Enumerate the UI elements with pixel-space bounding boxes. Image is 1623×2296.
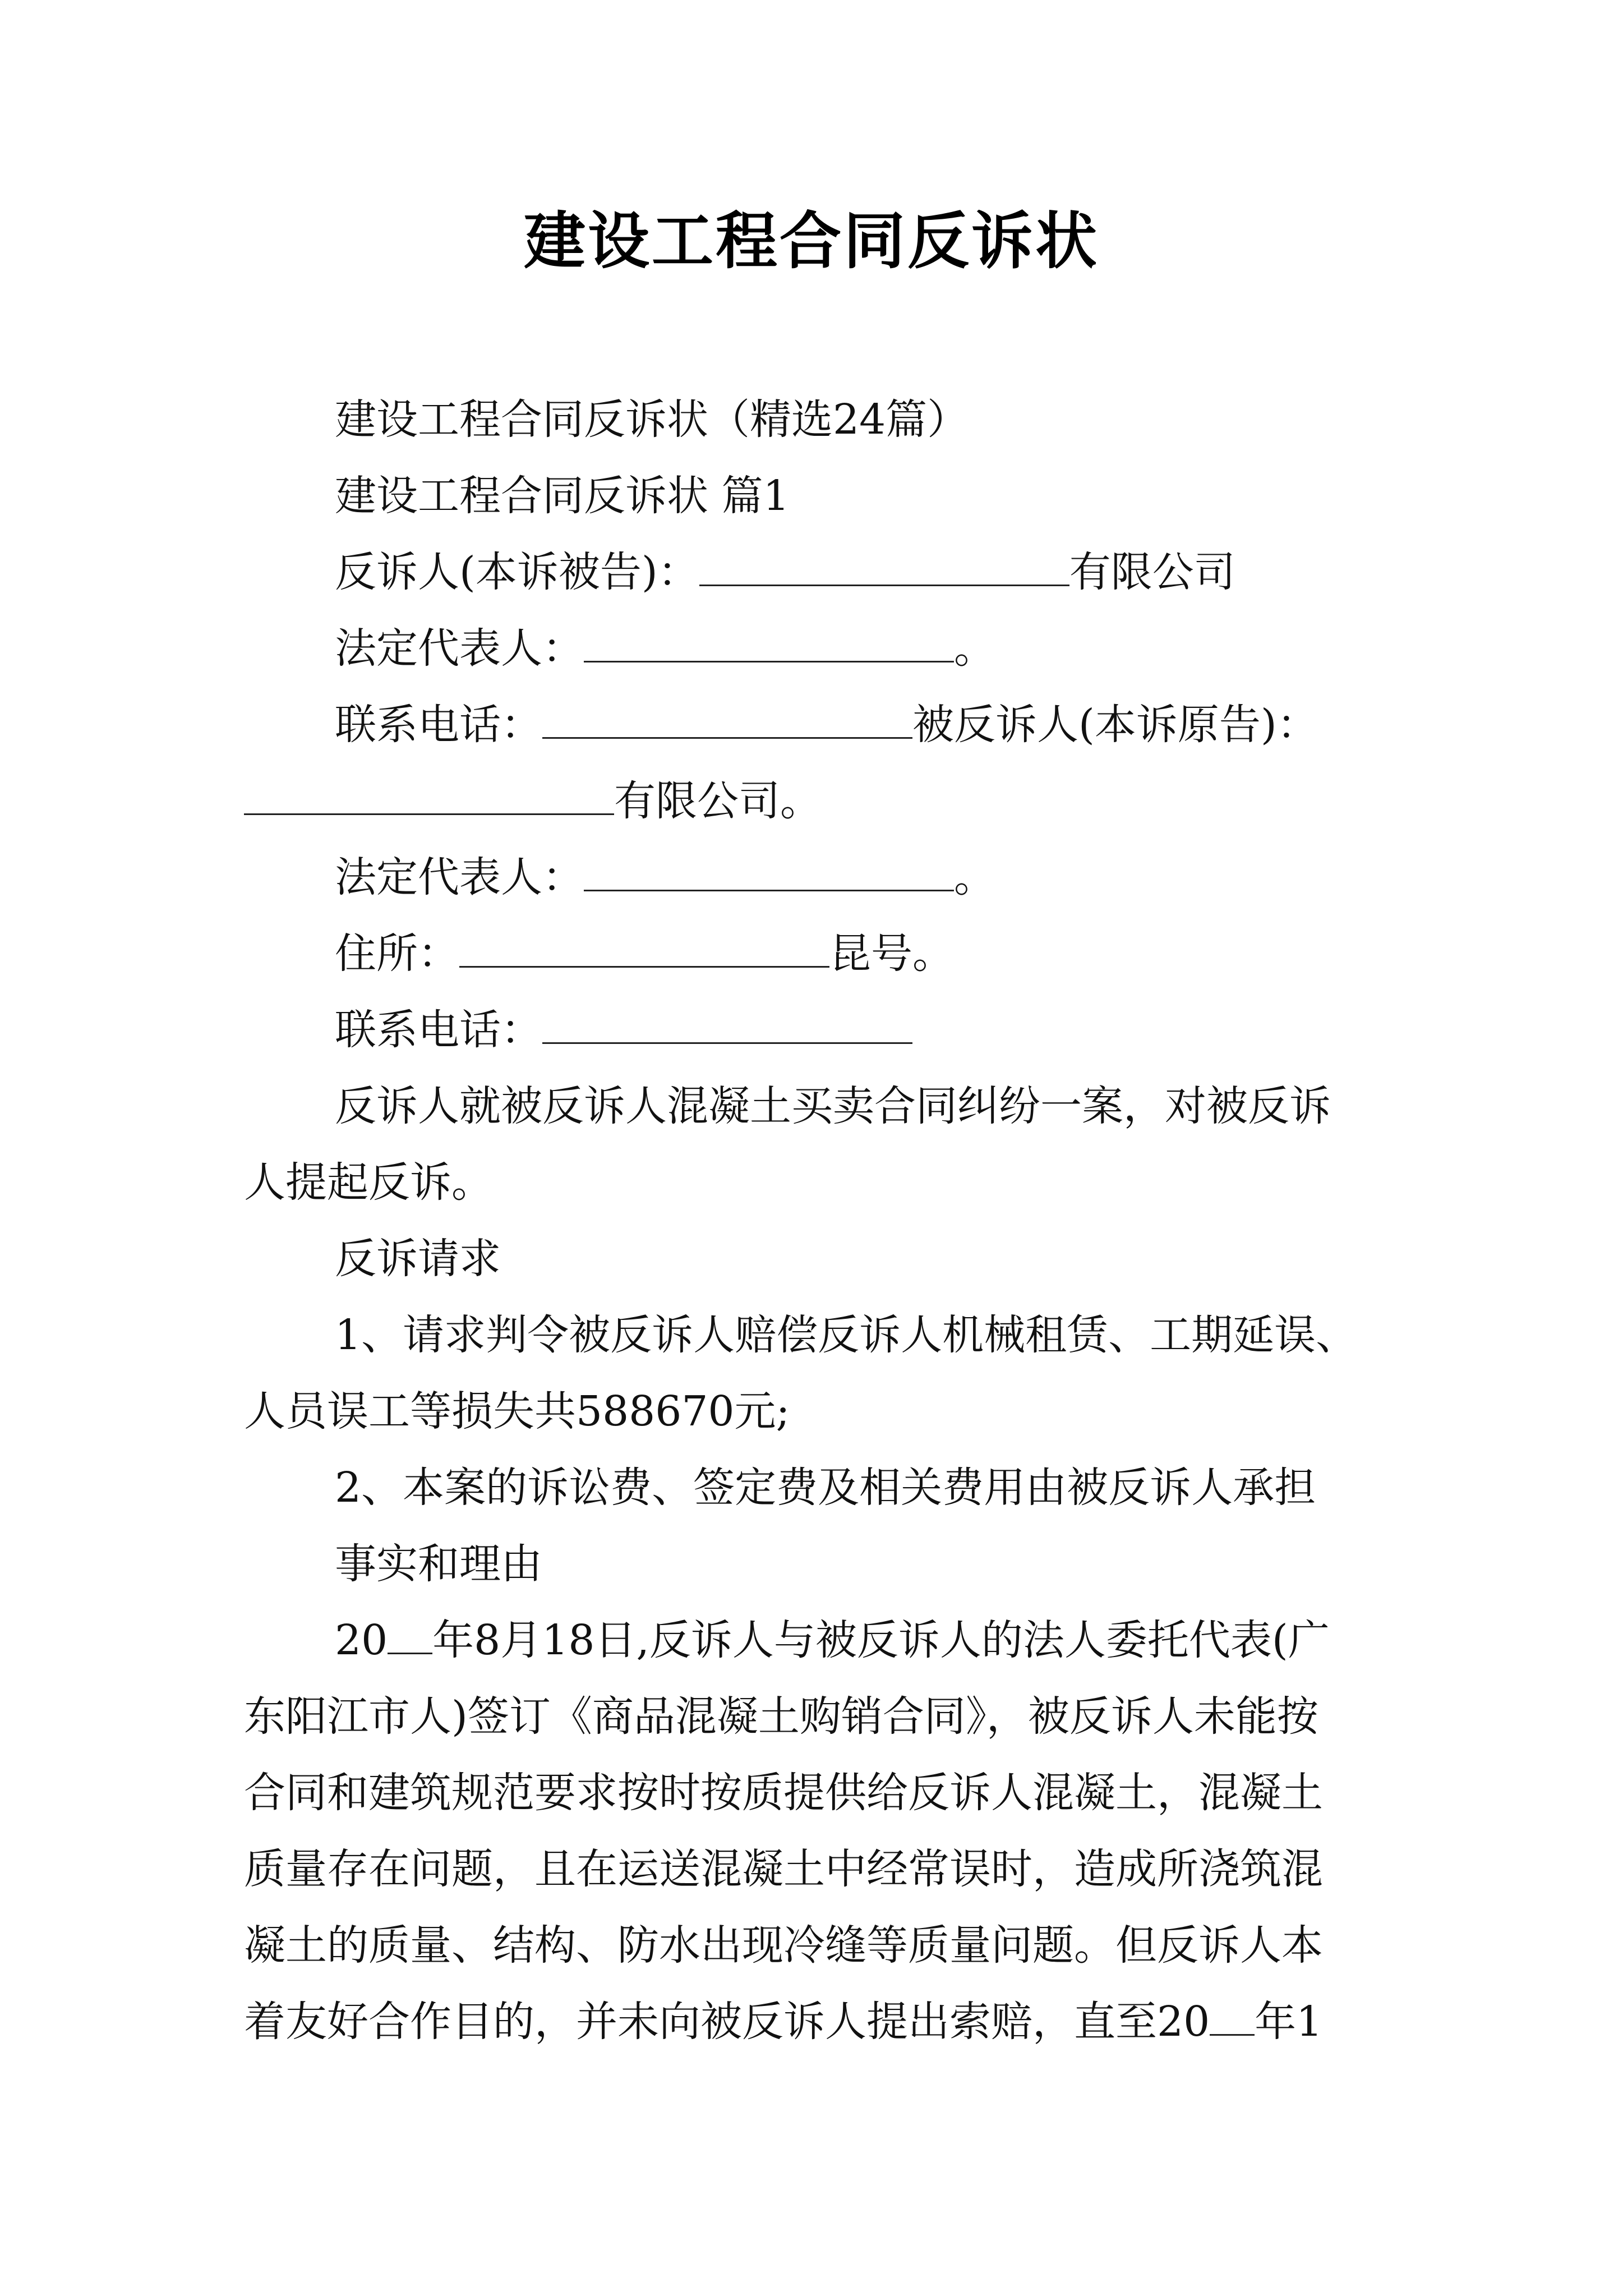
section-heading-text: 建设工程合同反诉状 篇1 xyxy=(335,472,790,520)
claims-heading-text: 反诉请求 xyxy=(335,1235,501,1283)
paragraph-text: 合同和建筑规范要求按时按质提供给反诉人混凝土，混凝土 xyxy=(244,1769,1323,1817)
address-line xyxy=(244,915,1388,992)
year-prefix: 20 xyxy=(335,1616,388,1664)
company-suffix: 有限公司。 xyxy=(614,777,822,825)
blank-field xyxy=(699,541,1069,586)
blank-field xyxy=(584,846,954,891)
document-title: 建设工程合同反诉状 xyxy=(524,205,1099,277)
period: 。 xyxy=(954,624,995,673)
facts-paragraph-line xyxy=(244,1755,1388,1831)
paragraph-line xyxy=(244,1068,1388,1144)
claim-text: 人员误工等损失共588670元; xyxy=(244,1387,790,1435)
document-body xyxy=(244,381,1388,2060)
phone-label: 联系电话： xyxy=(335,1006,542,1054)
paragraph-line xyxy=(244,1144,1388,1221)
counterclaimant-label: 反诉人(本诉被告)： xyxy=(335,548,699,596)
counter-defendant-label: 被反诉人(本诉原告)： xyxy=(912,701,1318,749)
facts-paragraph-line xyxy=(244,1678,1388,1755)
legal-rep-label: 法定代表人： xyxy=(335,624,584,673)
legal-rep-line-2 xyxy=(244,839,1388,915)
subtitle-line xyxy=(244,381,1388,458)
phone-label: 联系电话： xyxy=(335,701,542,749)
claim-item-2 xyxy=(244,1450,1388,1526)
legal-rep-label: 法定代表人： xyxy=(335,853,584,901)
facts-paragraph-line xyxy=(244,1907,1388,1984)
section-heading xyxy=(244,458,1388,534)
paragraph-text: 凝土的质量、结构、防水出现冷缝等质量问题。但反诉人本 xyxy=(244,1921,1323,1970)
blank-field xyxy=(584,617,954,662)
facts-paragraph-line xyxy=(244,1602,1388,1678)
paragraph-text: 反诉人就被反诉人混凝土买卖合同纠纷一案，对被反诉 xyxy=(335,1082,1331,1130)
blank-field xyxy=(542,999,912,1044)
counter-defendant-company-line xyxy=(244,763,1388,839)
period: 。 xyxy=(954,853,995,901)
claims-heading xyxy=(244,1221,1388,1297)
blank-field xyxy=(388,1609,432,1654)
facts-paragraph-line xyxy=(244,1831,1388,1907)
paragraph-text: 年8月18日,反诉人与被反诉人的法人委托代表(广 xyxy=(432,1616,1330,1664)
claim-item-1 xyxy=(244,1297,1388,1373)
facts-heading-text: 事实和理由 xyxy=(335,1540,542,1588)
paragraph-text: 年1 xyxy=(1255,1998,1323,2046)
phone-line xyxy=(244,687,1388,763)
facts-heading xyxy=(244,1526,1388,1602)
paragraph-text: 质量存在问题，且在运送混凝土中经常误时，造成所浇筑混 xyxy=(244,1845,1323,1893)
claim-text: 2、本案的诉讼费、签定费及相关费用由被反诉人承担 xyxy=(335,1464,1316,1512)
address-label: 住所： xyxy=(335,930,459,978)
blank-field xyxy=(244,770,614,815)
claim-item-1-cont xyxy=(244,1373,1388,1450)
subtitle-text: 建设工程合同反诉状（精选24篇） xyxy=(335,395,969,444)
facts-paragraph-line xyxy=(244,1984,1388,2060)
blank-field xyxy=(459,922,829,968)
counterclaimant-line xyxy=(244,534,1388,610)
address-suffix: 昆号。 xyxy=(829,930,954,978)
company-suffix: 有限公司 xyxy=(1069,548,1235,596)
phone-line-2 xyxy=(244,992,1388,1068)
blank-field xyxy=(1210,1990,1255,2036)
paragraph-text: 东阳江市人)签订《商品混凝土购销合同》，被反诉人未能按 xyxy=(244,1692,1318,1741)
legal-rep-line xyxy=(244,610,1388,687)
claim-text: 1、请求判令被反诉人赔偿反诉人机械租赁、工期延误、 xyxy=(335,1311,1358,1359)
paragraph-text: 着友好合作目的，并未向被反诉人提出索赔，直至20 xyxy=(244,1998,1210,2046)
blank-field xyxy=(542,693,912,739)
paragraph-text: 人提起反诉。 xyxy=(244,1158,493,1207)
